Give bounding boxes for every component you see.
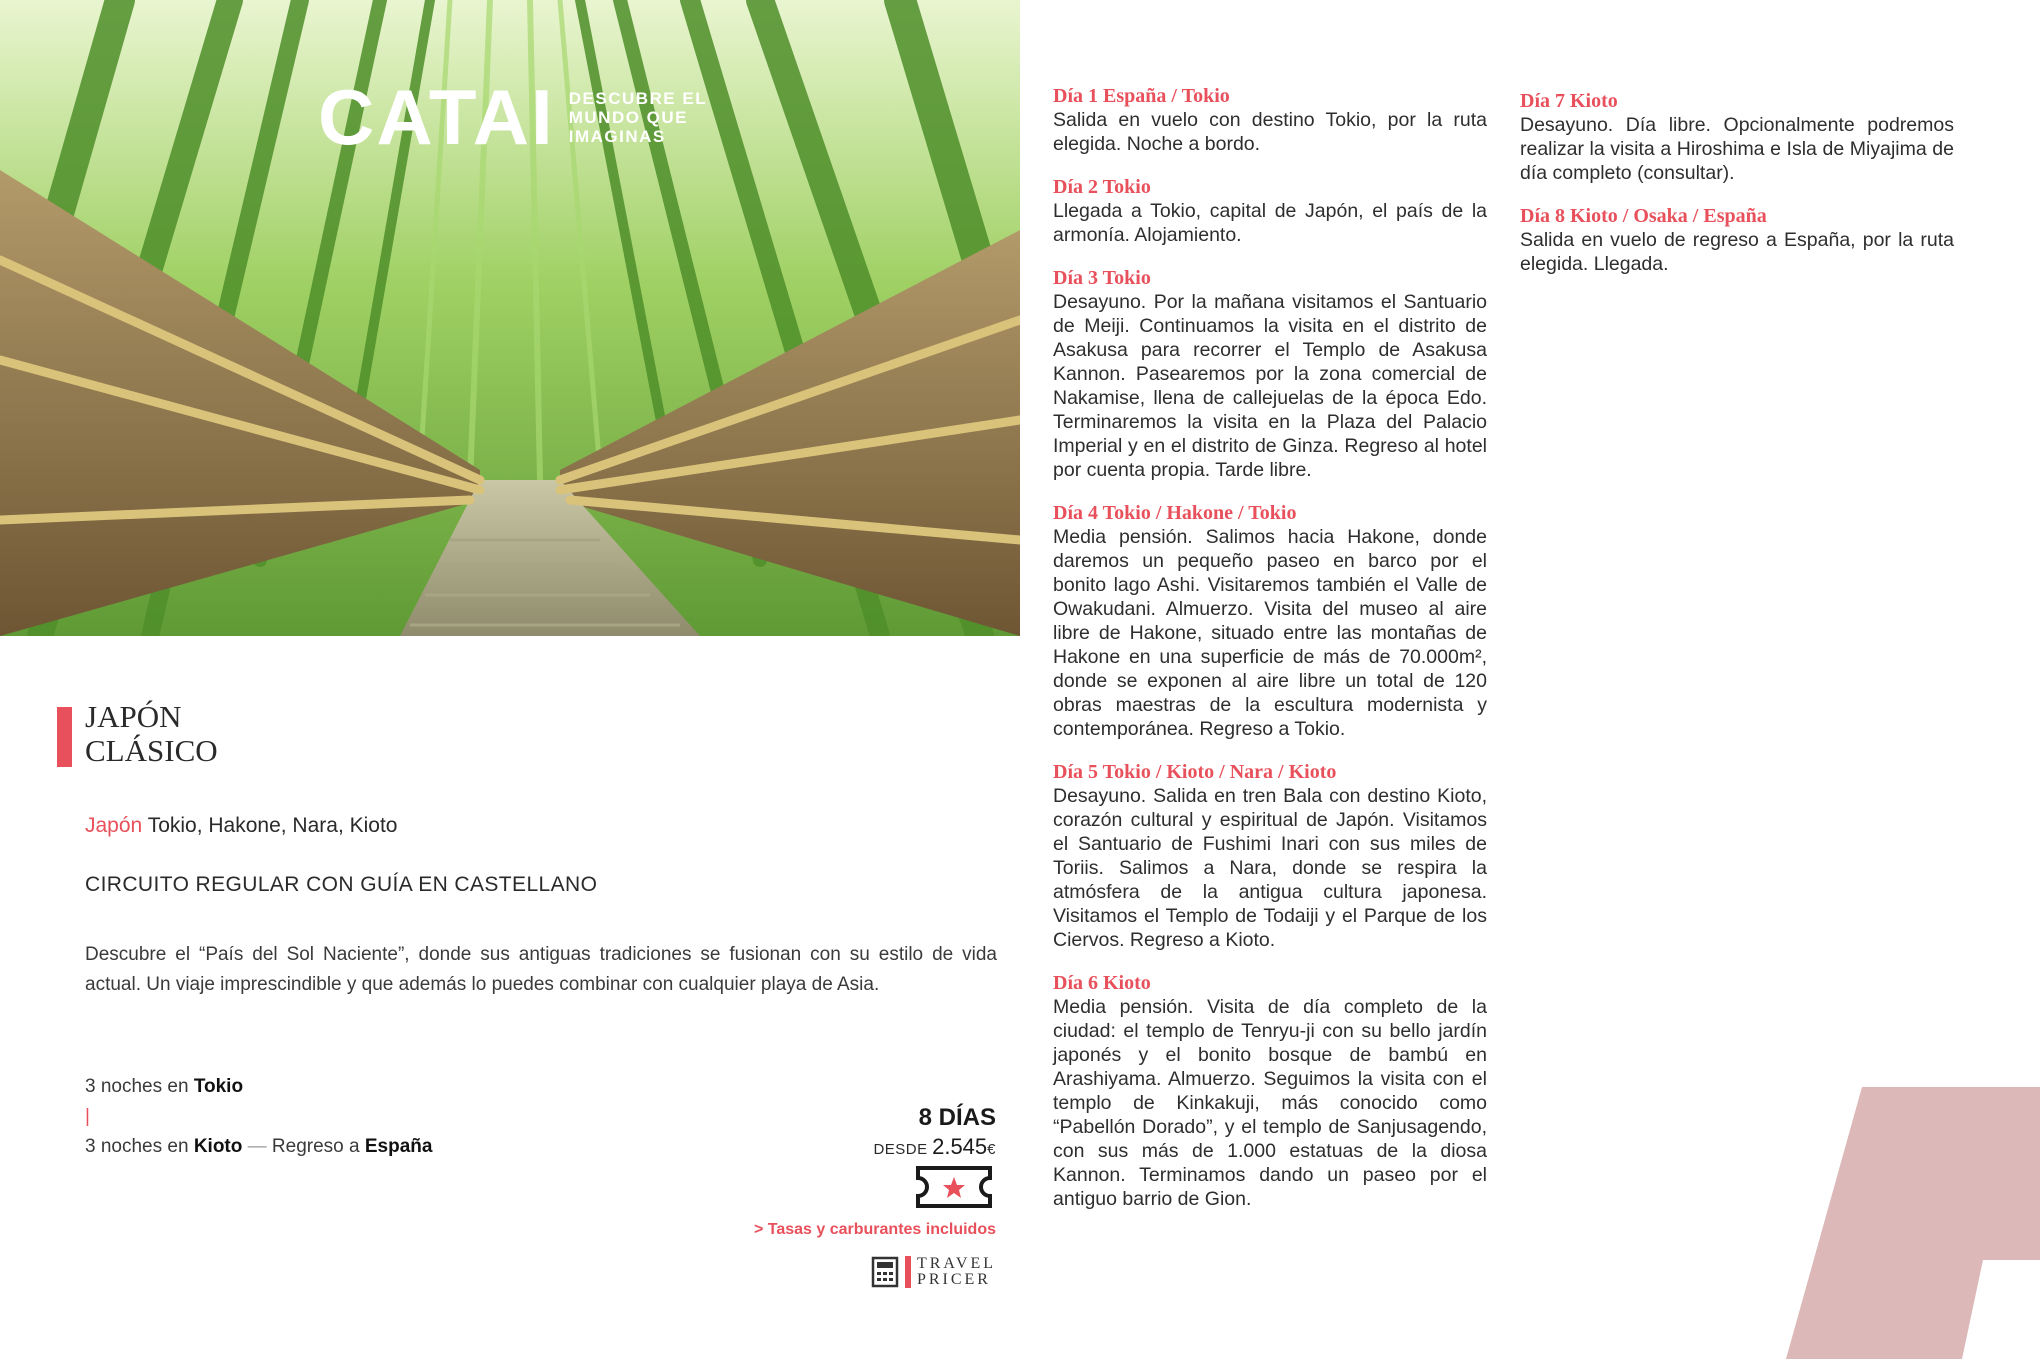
hero-image [0,0,1020,636]
day-title: Día 2 Tokio [1053,176,1151,198]
tasas-included-link[interactable]: > Tasas y carburantes incluidos [753,1221,996,1238]
trip-days: 8 DÍAS [918,1104,996,1131]
itinerary-day [1053,971,1487,1211]
nights-summary [85,1072,432,1162]
price-block [736,1104,996,1213]
day-text: Desayuno. Por la mañana visitamos el Santuario de Meiji. Continuamos la visita en el distrito de Asakusa para recorrer el Templo de Asakusa Kannon. Pasearemos por la zona comercial de Nakamise, llena de callejuelas de la época Edo. Terminaremos la visita en la Plaza del Palacio Imperial y en el distrito de Ginza. Regreso al hotel por cuenta propia. Tarde libre. [1053,291,1487,481]
nights-first-prefix: 3 noches en [85,1076,189,1097]
day-title: Día 4 Tokio / Hakone / Tokio [1053,502,1297,524]
day-text: Media pensión. Visita de día completo de la ciudad: el templo de Tenryu-ji con su bello jardín japonés y el bonito bosque de bambú en Arashiyama. Almuerzo. Seguimos la visita con el templo de Kinkakuji, más conocido como “Pabellón Dorado”, y el templo de Sanjusagendo, con sus más de 1.000 estatuas de la diosa Kannon. Terminamos dando un paseo por el antiguo barrio de Gion. [1053,996,1487,1210]
title-line-2: CLÁSICO [85,733,218,768]
price-line [736,1134,996,1160]
price-desde: DESDE [873,1141,928,1158]
title-line-1: JAPÓN [85,699,182,734]
day-text: Desayuno. Día libre. Opcionalmente podremos realizar la visita a Hiroshima e Isla de Miyajima de día completo (consultar). [1520,114,1954,184]
itinerary-column-2 [1520,89,1954,295]
day-title: Día 6 Kioto [1053,972,1151,994]
route-cities: Tokio, Hakone, Nara, Kioto [147,814,398,837]
travel-pricer-logo [871,1256,996,1288]
day-title: Día 7 Kioto [1520,90,1618,112]
nights-second-prefix: 3 noches en [85,1136,189,1157]
page-title [85,700,218,768]
itinerary-day [1053,84,1487,156]
price-currency: € [987,1141,996,1158]
route-line [85,814,397,838]
travel-pricer-text [917,1256,996,1288]
nights-dash: — [247,1136,267,1157]
itinerary-day [1520,89,1954,185]
nights-second-city: Kioto [193,1136,243,1157]
title-accent-bar [57,707,72,767]
nights-first [85,1072,432,1102]
itinerary-day [1053,175,1487,247]
nights-return-place: España [364,1136,433,1157]
day-title: Día 1 España / Tokio [1053,85,1230,107]
brand-tagline: DESCUBRE EL MUNDO QUE IMAGINAS [568,88,707,146]
itinerary-day [1053,760,1487,952]
price-amount: 2.545 [932,1134,988,1159]
brand-name: CATAI [318,73,555,161]
itinerary-column-1 [1053,84,1487,1230]
travel-pricer-line-1: TRAVEL [916,1255,996,1272]
day-text: Media pensión. Salimos hacia Hakone, donde daremos un pequeño paseo en barco por el bonito lago Ashi. Visitaremos también el Valle de Owakudani. Almuerzo. Visita del museo al aire libre de Hakone, situado entre las montañas de Hakone en una superficie de más de 70.000m², donde se exponen al aire libre un total de 120 obras maestras de la escultura modernista y contemporánea. Regreso a Tokio. [1053,526,1487,740]
day-text: Llegada a Tokio, capital de Japón, el país de la armonía. Alojamiento. [1053,200,1487,246]
day-text: Salida en vuelo de regreso a España, por la ruta elegida. Llegada. [1520,229,1954,275]
day-text: Salida en vuelo con destino Tokio, por la ruta elegida. Noche a bordo. [1053,109,1487,155]
calculator-icon [871,1256,899,1288]
nights-return-prefix: Regreso a [271,1136,360,1157]
nights-second [85,1132,432,1162]
day-title: Día 5 Tokio / Kioto / Nara / Kioto [1053,761,1337,783]
intro-paragraph: Descubre el “País del Sol Naciente”, donde sus antiguas tradiciones se fusionan con su estilo de vida actual. Un viaje imprescindible y que además lo puedes combinar con cualquier playa de Asia. [85,944,997,995]
catai-logo [318,73,709,161]
circuit-type: CIRCUITO REGULAR CON GUÍA EN CASTELLANO [85,873,598,896]
ticket-star-icon [912,1166,996,1208]
itinerary-day [1053,501,1487,741]
route-country: Japón [85,814,143,837]
itinerary-day [1053,266,1487,482]
nights-first-city: Tokio [193,1076,244,1097]
nights-separator: | [85,1106,90,1127]
day-text: Desayuno. Salida en tren Bala con destino Kioto, corazón cultural y espiritual de Japón. Visitamos el Santuario de Fushimi Inari con sus miles de Toriis. Salimos a Nara, donde se respira la atmósfera de la antigua cultura japonesa. Visitamos el Templo de Todaiji y el Parque de los Ciervos. Regreso a Kioto. [1053,785,1487,951]
travel-pricer-bar [905,1256,911,1288]
day-title: Día 3 Tokio [1053,267,1151,289]
itinerary-day [1520,204,1954,276]
travel-pricer-line-2: PRICER [916,1271,991,1288]
day-title: Día 8 Kioto / Osaka / España [1520,205,1767,227]
